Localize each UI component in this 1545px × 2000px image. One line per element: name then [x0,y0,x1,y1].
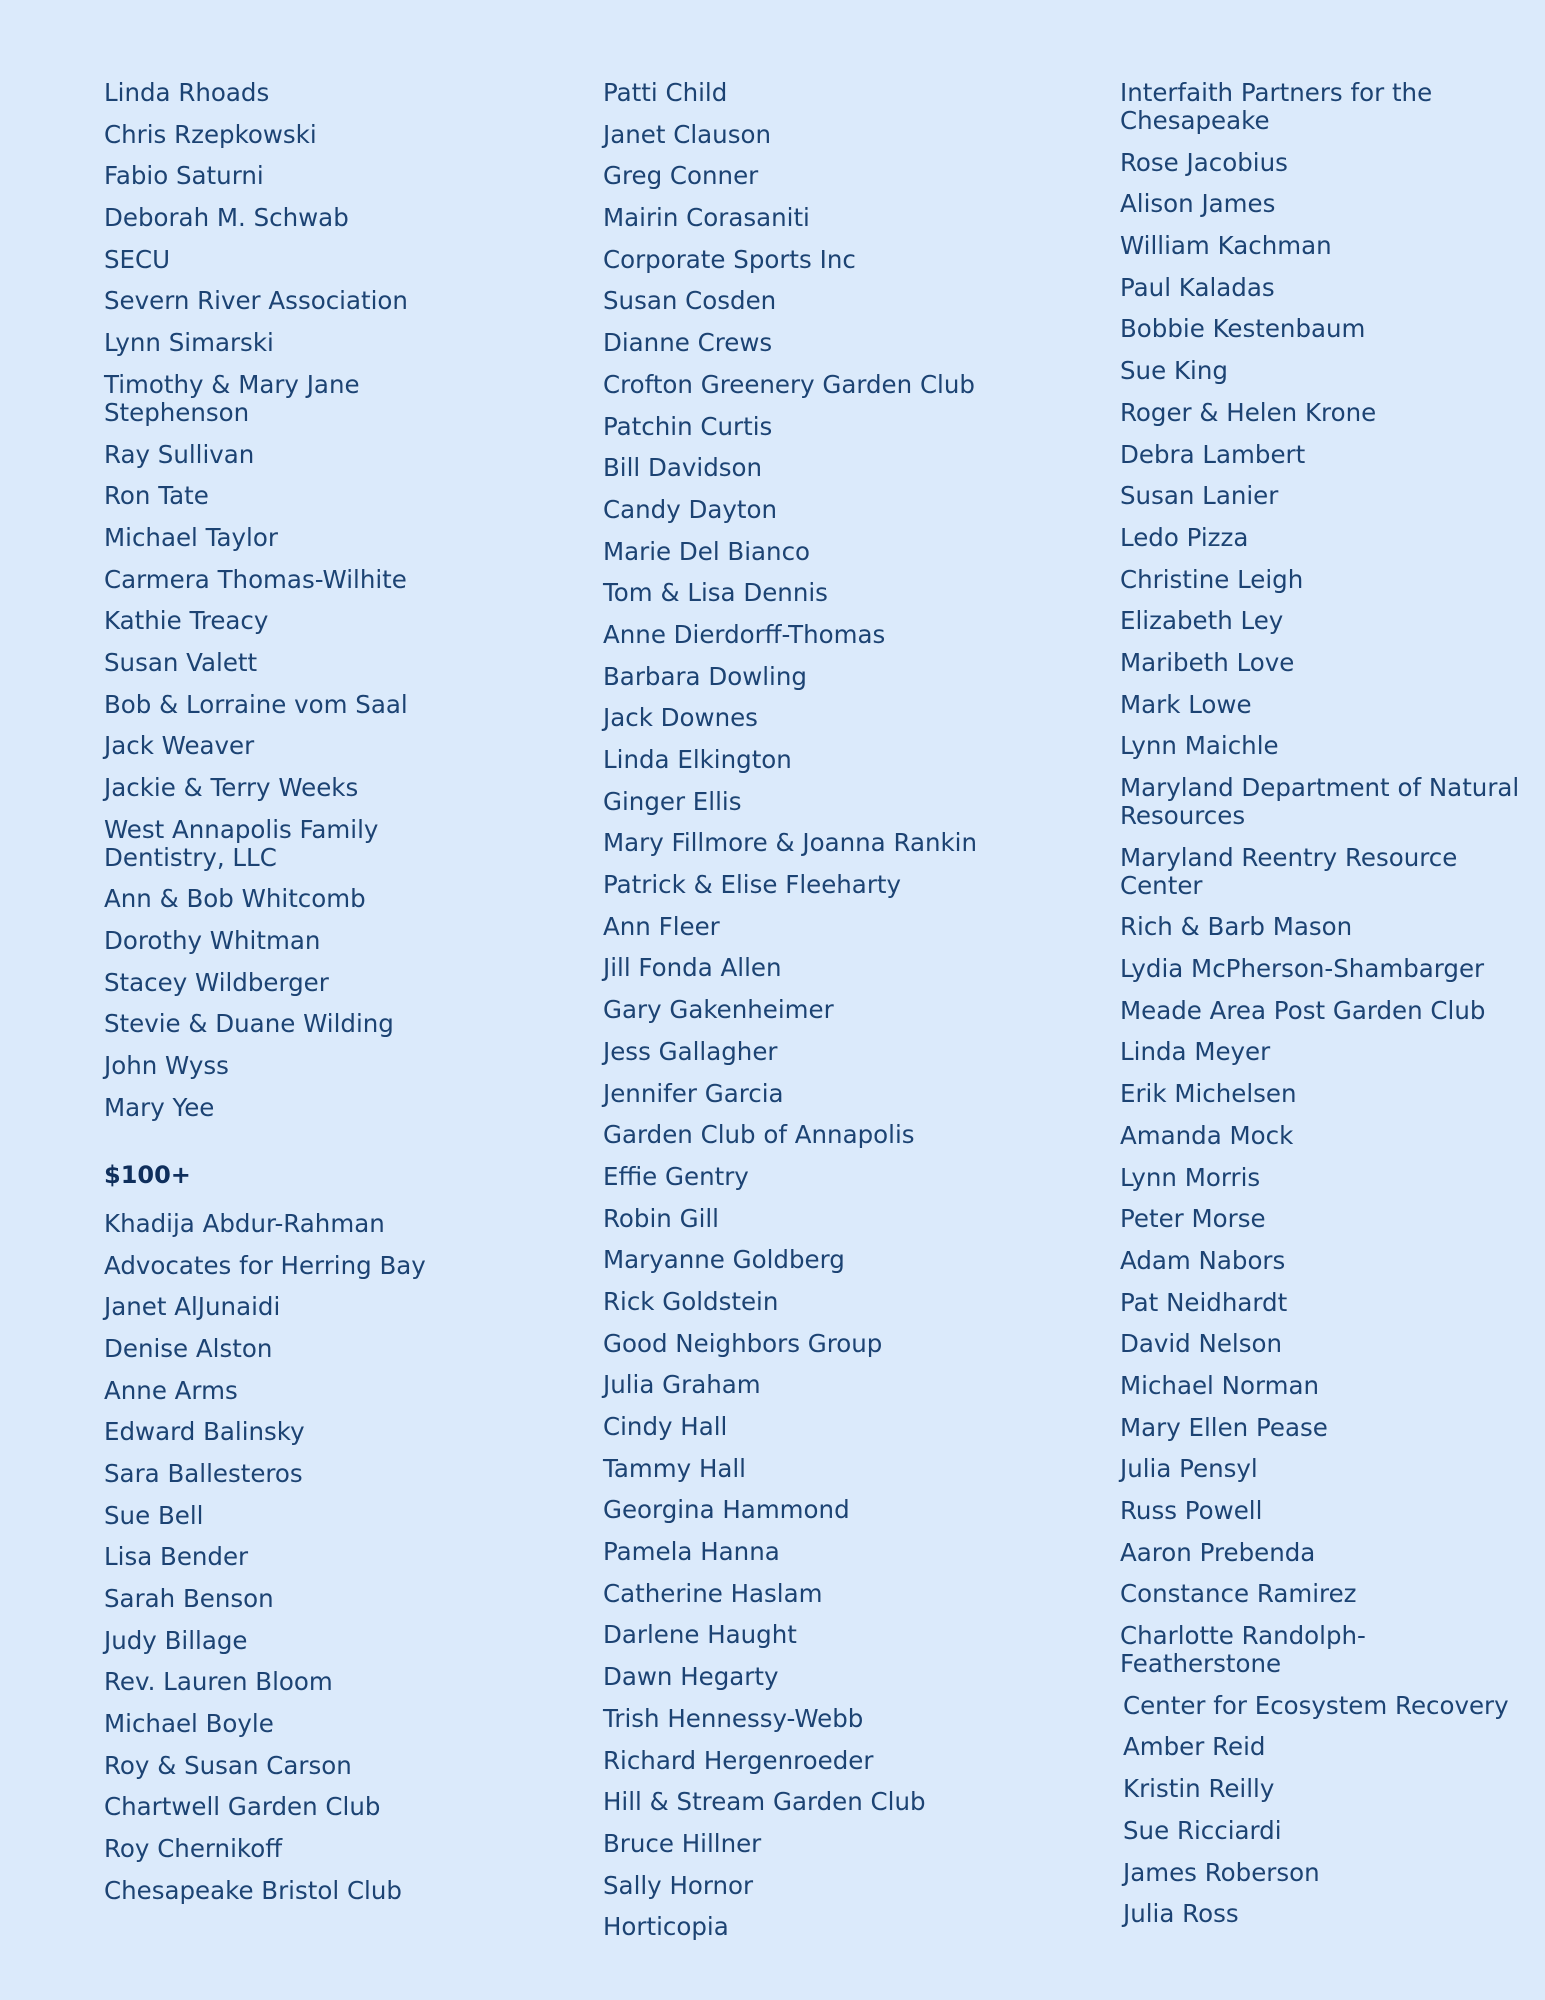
donor-name: Marie Del Bianco [603,536,811,566]
tier-heading: $100+ [104,1160,191,1189]
donor-name: Bill Davidson [603,453,763,483]
donor-name: Susan Lanier [1120,481,1279,511]
donor-name: Constance Ramirez [1120,1579,1357,1609]
donor-name: Denise Alston [104,1333,273,1363]
donor-name: Judy Billage [104,1625,248,1655]
donor-name: Tom & Lisa Dennis [603,578,828,608]
donor-name: Garden Club of Annapolis [603,1120,915,1150]
donor-name: Christine Leigh [1120,564,1304,594]
donor-name: Stacey Wildberger [104,967,329,997]
donor-name: Alison James [1120,189,1276,219]
donor-name: Patti Child [603,78,728,107]
donor-name: Ledo Pizza [1120,522,1249,552]
donor-name: Janet AlJunaidi [104,1292,281,1322]
donor-name: Michael Taylor [104,522,278,552]
donor-name: Susan Cosden [603,286,777,316]
donor-name: West Annapolis Family Dentistry, LLC [104,814,379,872]
donor-name: Pamela Hanna [603,1537,780,1567]
donor-name: Dawn Hegarty [603,1662,779,1692]
donor-column-3 [1120,79,1520,1942]
donor-name: William Kachman [1120,231,1332,261]
donor-name: Michael Norman [1120,1370,1319,1400]
donor-name: Fabio Saturni [104,161,264,191]
donor-name: Susan Valett [104,647,258,677]
donor-name: Ron Tate [104,481,209,511]
donor-name: Lynn Morris [1120,1162,1261,1192]
donor-name: Corporate Sports Inc [603,244,856,274]
donor-name: Gary Gakenheimer [603,995,834,1025]
donor-name: Robin Gill [603,1203,719,1233]
donor-name: Sally Hornor [603,1870,754,1900]
donor-name: Ann Fleer [603,911,720,941]
donor-name: Amber Reid [1123,1732,1266,1762]
donor-name: Rick Goldstein [603,1286,779,1316]
donor-name: Charlotte Randolph-Featherstone [1120,1621,1366,1679]
donor-name: Jill Fonda Allen [603,953,782,983]
donor-name: Rev. Lauren Bloom [104,1667,333,1697]
donor-name: Adam Nabors [1120,1245,1286,1275]
donor-name: Dianne Crews [603,328,773,358]
donor-name: Maryanne Goldberg [603,1245,845,1275]
donor-name: Julia Ross [1123,1899,1239,1929]
donor-name: Richard Hergenroeder [603,1745,874,1775]
donor-name: Sue Ricciardi [1123,1815,1282,1845]
donor-name: Janet Clauson [603,119,771,149]
donor-name: Rose Jacobius [1120,147,1288,177]
donor-name: Stevie & Duane Wilding [104,1009,394,1039]
donor-name: Barbara Dowling [603,661,807,691]
donor-name: Michael Boyle [104,1709,274,1739]
donor-name: Catherine Haslam [603,1578,823,1608]
donor-name: Timothy & Mary Jane Stephenson [104,369,360,427]
donor-name: Cindy Hall [603,1412,728,1441]
donor-name: Ginger Ellis [603,786,742,816]
donor-name: Edward Balinsky [104,1417,305,1447]
donor-name: Jack Weaver [104,731,255,761]
donor-name: Deborah M. Schwab [104,203,349,233]
donor-name: Lynn Simarski [104,328,274,358]
donor-name: Bruce Hillner [603,1828,762,1858]
donor-name: Debra Lambert [1120,439,1306,469]
donor-name: Jackie & Terry Weeks [104,773,359,802]
donor-name: Roy Chernikoff [104,1834,283,1864]
donor-name: SECU [104,244,171,274]
donor-name: Maryland Reentry Resource Center [1120,842,1458,900]
donor-name: Good Neighbors Group [603,1328,883,1358]
donor-name: James Roberson [1123,1857,1320,1887]
donor-name: Greg Conner [603,161,759,191]
donor-column-2 [603,79,1043,1955]
donor-name: Candy Dayton [603,494,777,524]
donor-name: Kristin Reilly [1123,1774,1275,1804]
donor-name: Meade Area Post Garden Club [1120,995,1486,1025]
donor-name: Julia Graham [603,1370,761,1400]
donor-name: Roger & Helen Krone [1120,397,1377,427]
donor-name: Lisa Bender [104,1542,249,1572]
donor-name: Linda Elkington [603,745,792,774]
donor-name: Lydia McPherson-Shambarger [1120,954,1485,984]
donor-name: Khadija Abdur-Rahman [104,1208,385,1238]
donor-name: Interfaith Partners for the Chesapeake [1120,78,1433,135]
donor-name: Darlene Haught [603,1620,797,1650]
donor-name: Advocates for Herring Bay [104,1250,426,1280]
donor-name: Russ Powell [1120,1496,1263,1525]
donor-name: Lynn Maichle [1120,731,1279,761]
donor-name: Jess Gallagher [603,1036,778,1066]
donor-name: Anne Dierdorff-Thomas [603,619,886,649]
donor-name: Sue Bell [104,1500,204,1530]
donor-name: Erik Michelsen [1120,1079,1297,1109]
donor-name: Hill & Stream Garden Club [603,1787,926,1817]
donor-name: Mary Fillmore & Joanna Rankin [603,828,978,858]
donor-name: Carmera Thomas-Wilhite [104,564,407,594]
donor-name: Sue King [1120,356,1228,386]
donor-name: Tammy Hall [603,1453,746,1483]
donor-name: Sara Ballesteros [104,1458,303,1488]
donor-name: Patchin Curtis [603,411,773,441]
donor-name: Paul Kaladas [1120,272,1275,302]
donor-name: David Nelson [1120,1329,1283,1359]
donor-column-1 [104,79,544,1919]
donor-name: Kathie Treacy [104,606,269,636]
donor-name: Mary Ellen Pease [1120,1412,1328,1442]
donor-name: Bob & Lorraine vom Saal [104,689,408,719]
donor-name: Trish Hennessy-Webb [603,1703,864,1733]
donor-name: Crofton Greenery Garden Club [603,369,975,399]
donor-name: Elizabeth Ley [1120,606,1284,636]
donor-name: Pat Neidhardt [1120,1287,1288,1317]
donor-name: Rich & Barb Mason [1120,912,1353,942]
donor-name: Maribeth Love [1120,647,1295,677]
donor-name: Chartwell Garden Club [104,1792,381,1822]
donor-name: Severn River Association [104,286,408,316]
donor-name: Linda Meyer [1120,1037,1271,1067]
donor-name: Ann & Bob Whitcomb [104,884,366,914]
donor-name: Jennifer Garcia [603,1078,784,1108]
donor-name: Bobbie Kestenbaum [1120,314,1366,344]
donor-name: Anne Arms [104,1375,238,1405]
donor-name: Linda Rhoads [104,78,270,107]
donor-name: Aaron Prebenda [1120,1537,1316,1567]
donor-name: Julia Pensyl [1120,1454,1258,1484]
donor-name: John Wyss [104,1051,229,1081]
donor-name: Effie Gentry [603,1161,749,1191]
donor-name: Maryland Department of Natural Resources [1120,773,1520,830]
donor-name: Georgina Hammond [603,1495,850,1525]
donor-name: Peter Morse [1120,1204,1266,1234]
donor-name: Patrick & Elise Fleeharty [603,870,901,900]
donor-name: Sarah Benson [104,1584,274,1613]
donor-name: Jack Downes [603,703,758,733]
donor-name: Chris Rzepkowski [104,119,317,149]
donor-name: Horticopia [603,1912,729,1942]
donor-name: Center for Ecosystem Recovery [1123,1690,1509,1720]
donor-name: Ray Sullivan [104,439,255,469]
donor-name: Roy & Susan Carson [104,1750,352,1780]
donor-name: Mairin Corasaniti [603,203,810,233]
donor-name: Mary Yee [104,1092,215,1122]
donor-name: Chesapeake Bristol Club [104,1875,402,1905]
donor-name: Dorothy Whitman [104,926,321,956]
donor-name: Amanda Mock [1120,1120,1294,1150]
donor-name: Mark Lowe [1120,689,1252,719]
